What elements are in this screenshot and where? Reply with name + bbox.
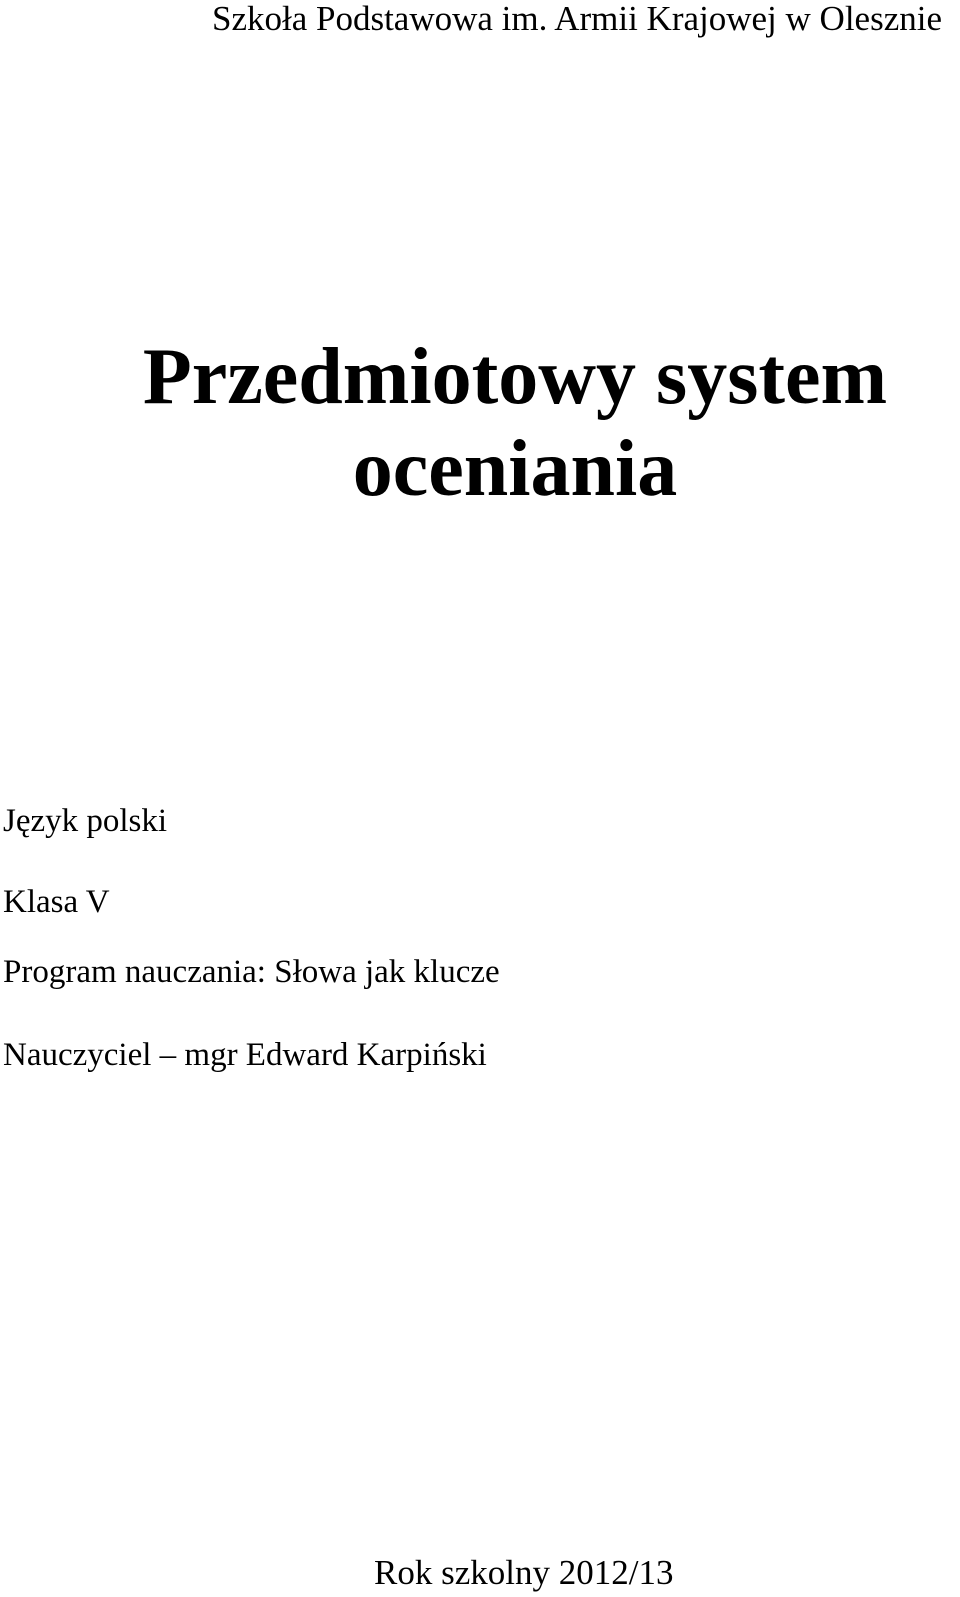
class-level-line: Klasa V: [3, 884, 110, 920]
school-name: Szkoła Podstawowa im. Armii Krajowej w Olesznie: [211, 0, 942, 38]
subject-line: Język polski: [3, 803, 168, 839]
document-title-line-2: oceniania: [352, 425, 678, 513]
teacher-line: Nauczyciel – mgr Edward Karpiński: [3, 1037, 487, 1073]
school-year: Rok szkolny 2012/13: [374, 1553, 674, 1592]
program-line: Program nauczania: Słowa jak klucze: [3, 954, 500, 990]
document-title-line-1: Przedmiotowy system: [142, 333, 888, 421]
document-title: [0, 331, 960, 515]
